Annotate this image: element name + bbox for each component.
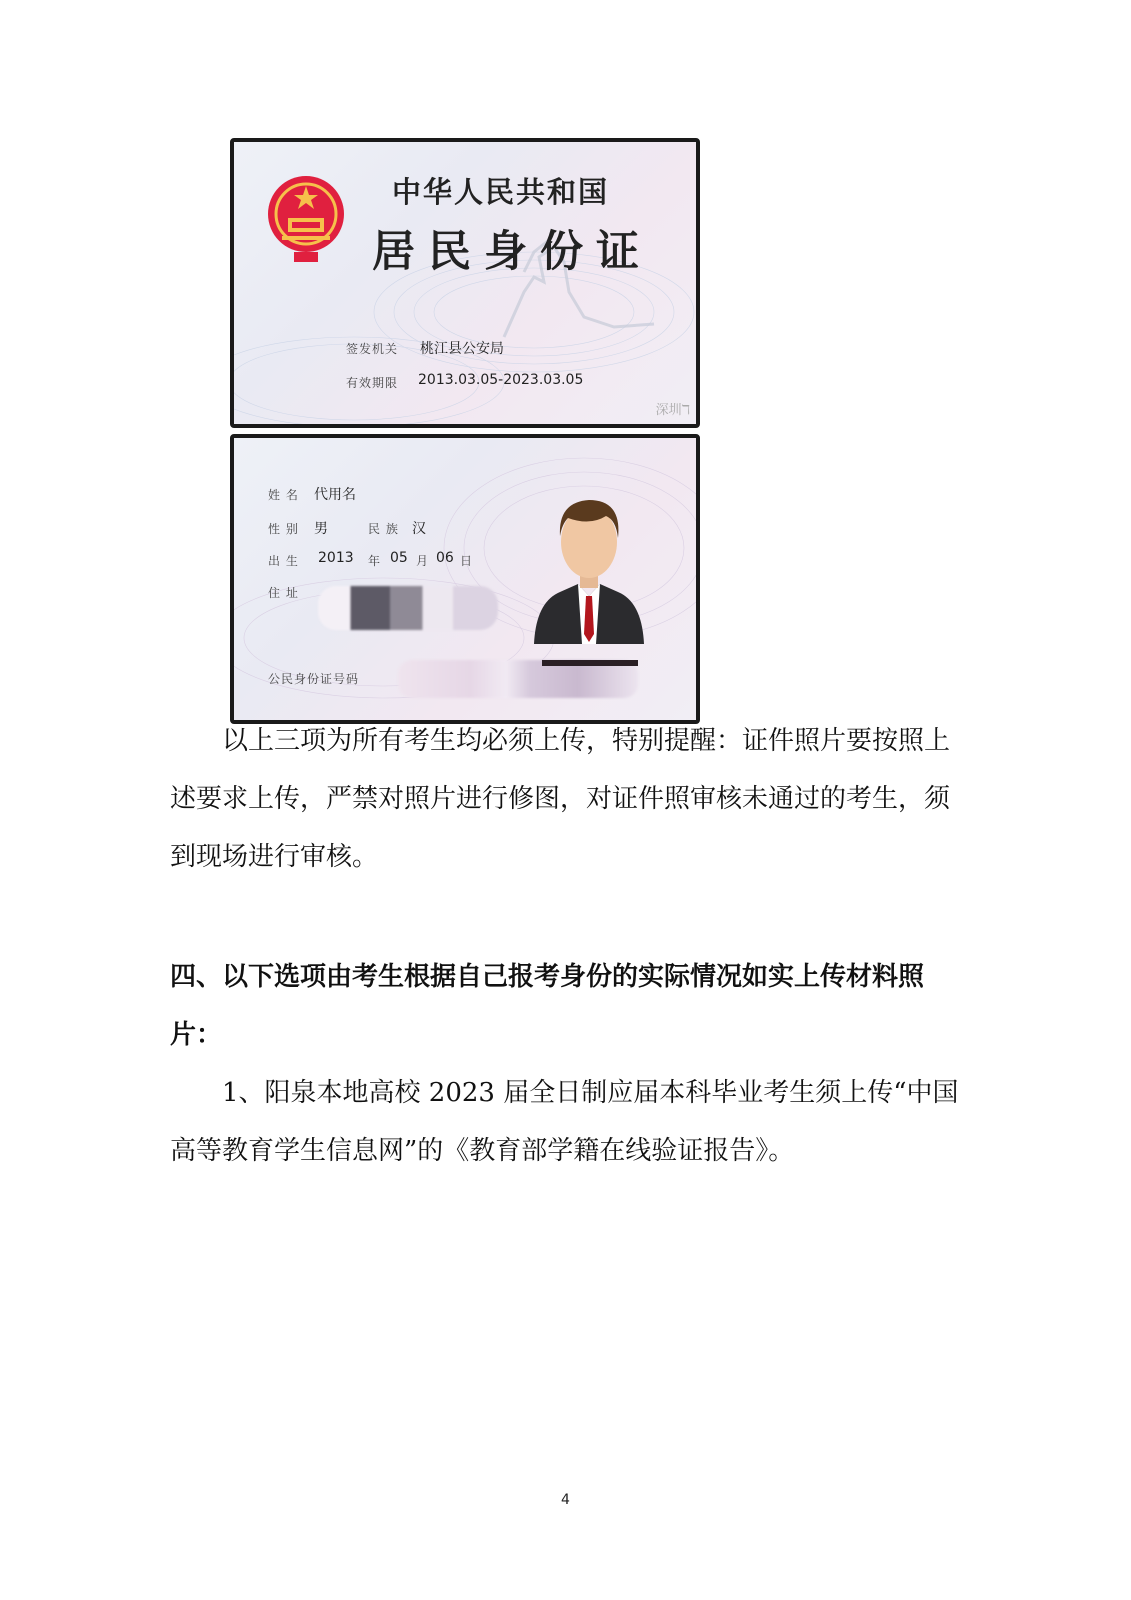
validity-label: 有效期限 — [346, 376, 399, 390]
paragraph-upload-reminder: 以上三项为所有考生均必须上传，特别提醒：证件照片要按照上述要求上传，严禁对照片进行修图，对证件照审核未通过的考生，须到现场进行审核。 — [170, 726, 951, 872]
sex-value: 男 — [314, 521, 328, 537]
section-4-heading: 四、以下选项由考生根据自己报考身份的实际情况如实上传材料照片： — [170, 962, 925, 1050]
birth-day: 06 — [436, 550, 454, 566]
ethnic-value: 汉 — [412, 521, 426, 537]
year-char: 年 — [368, 554, 382, 568]
birth-month: 05 — [390, 550, 408, 566]
address-label: 住 址 — [268, 586, 299, 600]
sex-label: 性 别 — [268, 522, 299, 536]
validity-value: 2013.03.05-2023.03.05 — [418, 372, 584, 388]
id-card-back-image — [230, 434, 700, 724]
page-number: 4 — [561, 1492, 570, 1508]
ethnic-label: 民 族 — [368, 522, 399, 536]
watermark-text: 深圳ℸ — [655, 403, 690, 418]
id-card-front-image — [230, 138, 700, 428]
issuer-label: 签发机关 — [346, 342, 399, 356]
avatar — [530, 484, 648, 644]
name-value: 代用名 — [314, 487, 356, 503]
month-char: 月 — [416, 554, 430, 568]
blurred-id-number-edge — [542, 660, 638, 666]
issuer-value: 桃江县公安局 — [420, 341, 504, 357]
id-number-label: 公民身份证号码 — [268, 672, 360, 686]
national-emblem-icon — [264, 170, 348, 266]
blurred-address — [318, 586, 498, 630]
card-country-title: 中华人民共和国 — [392, 175, 610, 209]
birth-label: 出 生 — [268, 554, 299, 568]
birth-year: 2013 — [318, 550, 354, 566]
card-title: 居民身份证 — [372, 227, 652, 277]
day-char: 日 — [460, 554, 474, 568]
list-item-1: 1、阳泉本地高校 2023 届全日制应届本科毕业考生须上传“中国高等教育学生信息网”的《教育部学籍在线验证报告》。 — [170, 1078, 959, 1166]
name-label: 姓 名 — [268, 488, 299, 502]
